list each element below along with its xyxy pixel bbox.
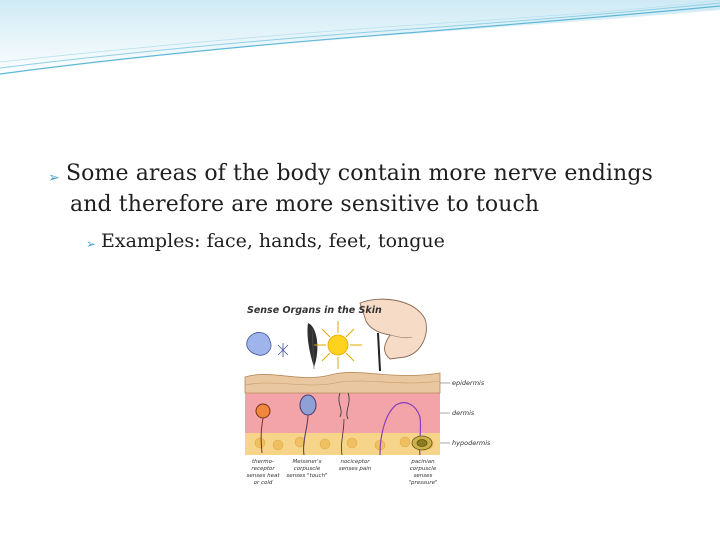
needle-illustration bbox=[378, 333, 380, 371]
label-hypodermis: hypodermis bbox=[452, 439, 491, 447]
caption-thermoreceptor: thermo- receptor senses heat or cold bbox=[246, 459, 280, 486]
label-dermis: dermis bbox=[452, 409, 475, 417]
caption-nociceptor: nociceptor senses pain bbox=[338, 459, 372, 472]
header-wave-decoration bbox=[0, 0, 720, 80]
label-epidermis: epidermis bbox=[452, 379, 485, 387]
skin-sense-organs-figure bbox=[240, 293, 490, 498]
bullet-sub bbox=[86, 229, 686, 253]
caption-pacinian: pacinian corpuscle senses "pressure" bbox=[408, 459, 438, 486]
caption-meissner: Meissner's corpuscle senses "touch" bbox=[286, 459, 328, 479]
bullet-arrow-icon: ➢ bbox=[86, 237, 97, 251]
bullet-arrow-icon: ➢ bbox=[48, 170, 60, 186]
dermis-layer bbox=[245, 391, 440, 433]
figure-title: Sense Organs in the Skin bbox=[247, 305, 382, 316]
bullet-sub-text: Examples: face, hands, feet, tongue bbox=[101, 230, 445, 252]
cold-snowflake-illustration bbox=[247, 332, 288, 357]
bullet-main bbox=[48, 158, 688, 220]
bullet-main-text: Some areas of the body contain more nerve endings and therefore are more sensitive to touch bbox=[66, 161, 653, 217]
pacinian-corpuscle bbox=[412, 436, 432, 450]
